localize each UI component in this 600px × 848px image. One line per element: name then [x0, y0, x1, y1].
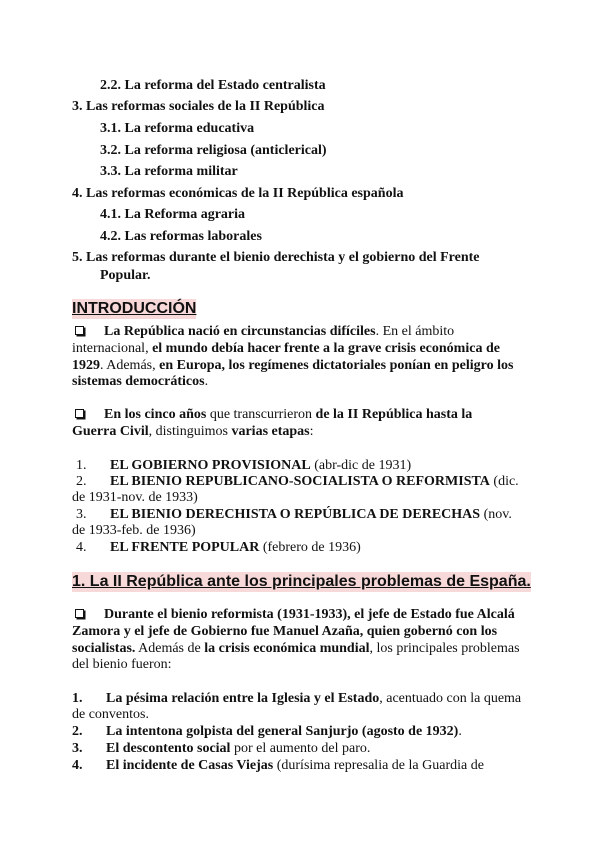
checkbox-bullet-icon — [75, 409, 84, 418]
intro-paragraph-1-line-2: internacional, el mundo debía hacer frente a la grave crisis económica de — [72, 341, 500, 356]
stage-item: 2. EL BIENIO REPUBLICANO-SOCIALISTA O REFORMISTA (dic. — [76, 474, 519, 489]
toc-item-3-3: 3.3. La reforma militar — [100, 164, 238, 179]
stage-item: 1. EL GOBIERNO PROVISIONAL (abr-dic de 1931) — [76, 458, 412, 473]
problem-item: 4. El incidente de Casas Viejas (durísima represalia de la Guardia de — [72, 758, 484, 773]
toc-item-5: 5. Las reformas durante el bienio derechista y el gobierno del Frente — [72, 250, 480, 265]
stage-item-cont: de 1931-nov. de 1933) — [72, 490, 198, 505]
intro-heading: INTRODUCCIÓN — [72, 300, 197, 317]
problem-item: 3. El descontento social por el aumento del paro. — [72, 741, 371, 756]
stage-item: 4. EL FRENTE POPULAR (febrero de 1936) — [76, 540, 361, 555]
toc-item-4: 4. Las reformas económicas de la II República española — [72, 186, 404, 201]
intro-paragraph-1-line-3: 1929. Además, en Europa, los regímenes dictatoriales ponían en peligro los — [72, 358, 514, 373]
section-1-paragraph-line-1: Durante el bienio reformista (1931-1933), el jefe de Estado fue Alcalá — [75, 606, 515, 624]
stage-item: 3. EL BIENIO DERECHISTA O REPÚBLICA DE DERECHAS (nov. — [76, 507, 512, 522]
checkbox-bullet-icon — [75, 609, 84, 618]
intro-paragraph-2-line-2: Guerra Civil, distinguimos varias etapas: — [72, 424, 314, 439]
section-1-paragraph-line-2: Zamora y el jefe de Gobierno fue Manuel Azaña, quien gobernó con los — [72, 624, 498, 639]
problem-item: 2. La intentona golpista del general Sanjurjo (agosto de 1932). — [72, 724, 462, 739]
toc-item-2-2: 2.2. La reforma del Estado centralista — [100, 78, 326, 93]
toc-item-5-cont: Popular. — [100, 268, 151, 283]
intro-paragraph-1-line-4: sistemas democráticos. — [72, 374, 209, 389]
checkbox-bullet-icon — [75, 326, 84, 335]
section-1-heading: 1. La II República ante los principales problemas de España. — [72, 573, 531, 590]
section-1-paragraph-line-3: socialistas. Además de la crisis económica mundial, los principales problemas — [72, 641, 520, 656]
toc-item-3-2: 3.2. La reforma religiosa (anticlerical) — [100, 143, 327, 158]
problem-item: 1. La pésima relación entre la Iglesia y el Estado, acentuado con la quema — [72, 691, 522, 706]
intro-paragraph-2-line-1: En los cinco años que transcurrieron de la II República hasta la — [75, 406, 472, 424]
toc-item-4-2: 4.2. Las reformas laborales — [100, 229, 262, 244]
toc-item-4-1: 4.1. La Reforma agraria — [100, 207, 246, 222]
problem-item-cont: de conventos. — [72, 707, 149, 722]
toc-item-3-1: 3.1. La reforma educativa — [100, 121, 255, 136]
stage-item-cont: de 1933-feb. de 1936) — [72, 523, 196, 538]
toc-item-3: 3. Las reformas sociales de la II República — [72, 99, 325, 114]
section-1-paragraph-line-4: del bienio fueron: — [72, 657, 172, 672]
intro-paragraph-1-line-1: La República nació en circunstancias difíciles. En el ámbito — [75, 323, 454, 341]
